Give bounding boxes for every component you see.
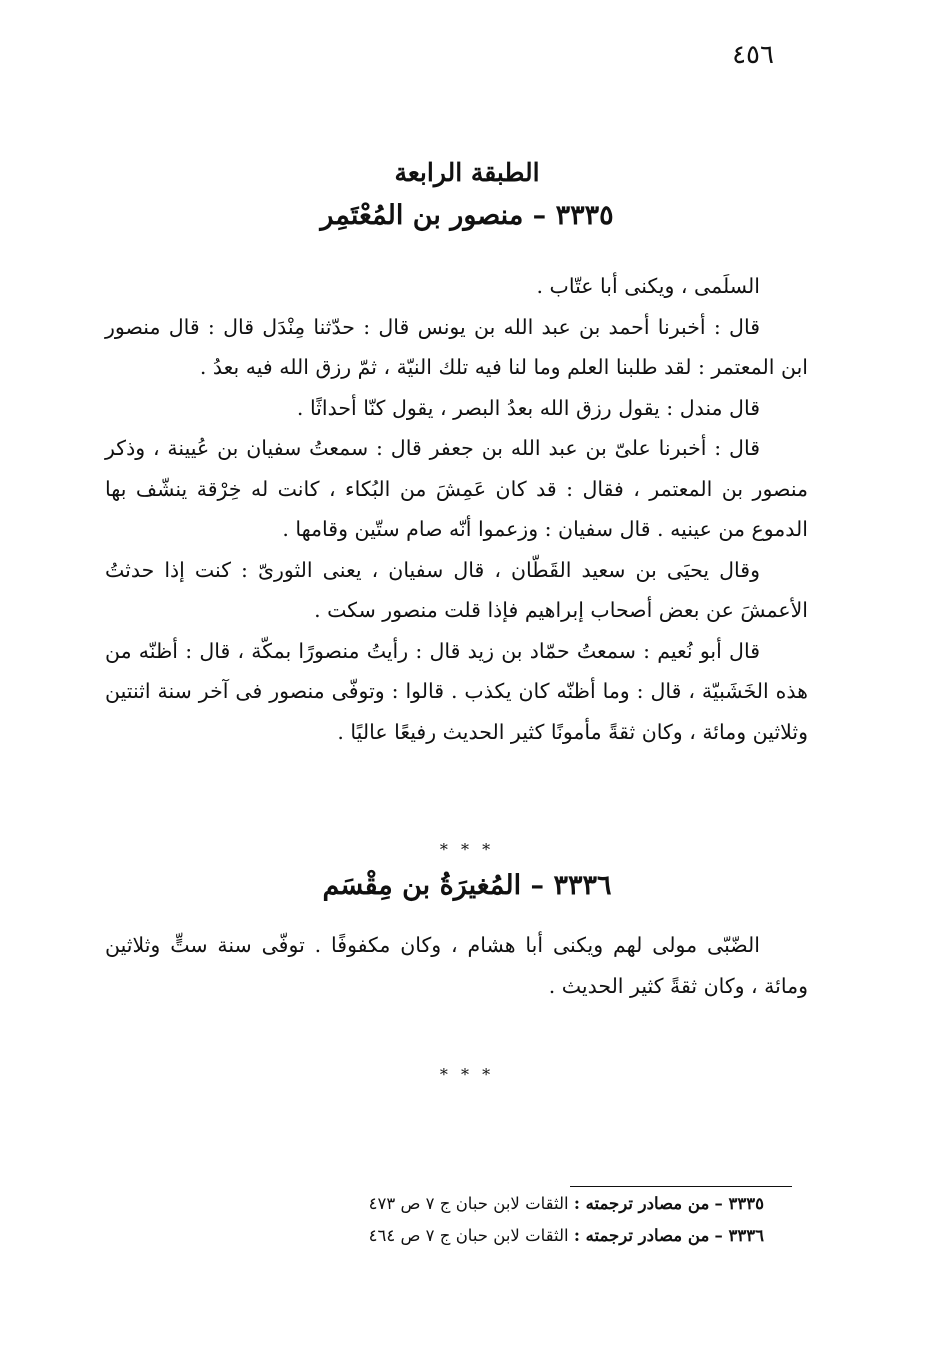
paragraph: قال : أخبرنا أحمد بن عبد الله بن يونس قال : حدّثنا مِنْدَل قال : قال منصور ابن المعتمر : لقد طلبنا العلم وما لنا فيه تلك النيّة ، ثمّ رزق الله فيه بعدُ . — [105, 314, 808, 379]
page-number: ٤٥٦ — [732, 40, 774, 70]
footnote — [244, 1188, 764, 1220]
paragraph: السلَمى ، ويكنى أبا عتّاب . — [536, 274, 760, 298]
entry-body — [105, 925, 808, 1006]
entry-body — [105, 266, 808, 752]
section-separator: * * * — [439, 840, 495, 859]
paragraph: الضّبّى مولى لهم ويكنى أبا هشام ، وكان مكفوفًا . توفّى سنة ستٍّ وثلاثين ومائة ، وكان ثقةً كثير الحديث . — [105, 933, 808, 998]
paragraph: قال مندل : يقول رزق الله بعدُ البصر ، يقول كنّا أحداثًا . — [296, 395, 760, 420]
footnote-text: الثقات لابن حبان ج ٧ ص ٤٦٤ — [368, 1226, 569, 1245]
entry-title: ٣٣٣٦ – المُغيرَةُ بن مِقْسَم — [322, 870, 612, 901]
entry-title: ٣٣٣٥ – منصور بن المُعْتَمِر — [320, 200, 614, 231]
footnote-label: من مصادر ترجمته : — [573, 1226, 710, 1245]
footnote-number: ٣٣٣٥ – — [714, 1194, 764, 1213]
footnote-label: من مصادر ترجمته : — [573, 1194, 710, 1213]
section-separator: * * * — [439, 1065, 495, 1084]
paragraph: قال أبو نُعيم : سمعتُ حمّاد بن زيد قال : رأيتُ منصورًا بمكّة ، قال : أظنّه من هذه الخَشَبيّة ، قال : وما أظنّه كان يكذب . قالوا : وتوفّى منصور فى آخر سنة اثنتين وثلاثين ومائة ، وكان ثقةً مأمونًا كثير الحديث رفيعًا عاليًا . — [105, 638, 808, 744]
footnote-text: الثقات لابن حبان ج ٧ ص ٤٧٣ — [368, 1194, 569, 1213]
footnote-rule — [570, 1186, 792, 1187]
footnote-number: ٣٣٣٦ – — [714, 1226, 764, 1245]
section-heading: الطبقة الرابعة — [394, 158, 540, 187]
footnotes — [244, 1188, 764, 1252]
paragraph: وقال يحيَى بن سعيد القَطّان ، قال سفيان ، يعنى الثورىّ : كنت إذا حدثتُ الأعمشَ عن بعض أصحاب إبراهيم فإذا قلت منصور سكت . — [105, 557, 808, 622]
paragraph: قال : أخبرنا علىّ بن عبد الله بن جعفر قال : سمعتُ سفيان بن عُيينة ، وذكر منصور بن المعتمر ، فقال : قد كان عَمِشَ من البُكاء ، كانت له خِرْقة ينشّف بها الدموع من عينيه . قال سفيان : وزعموا أنّه صام ستّين وقامها . — [105, 436, 808, 541]
footnote — [244, 1220, 764, 1252]
